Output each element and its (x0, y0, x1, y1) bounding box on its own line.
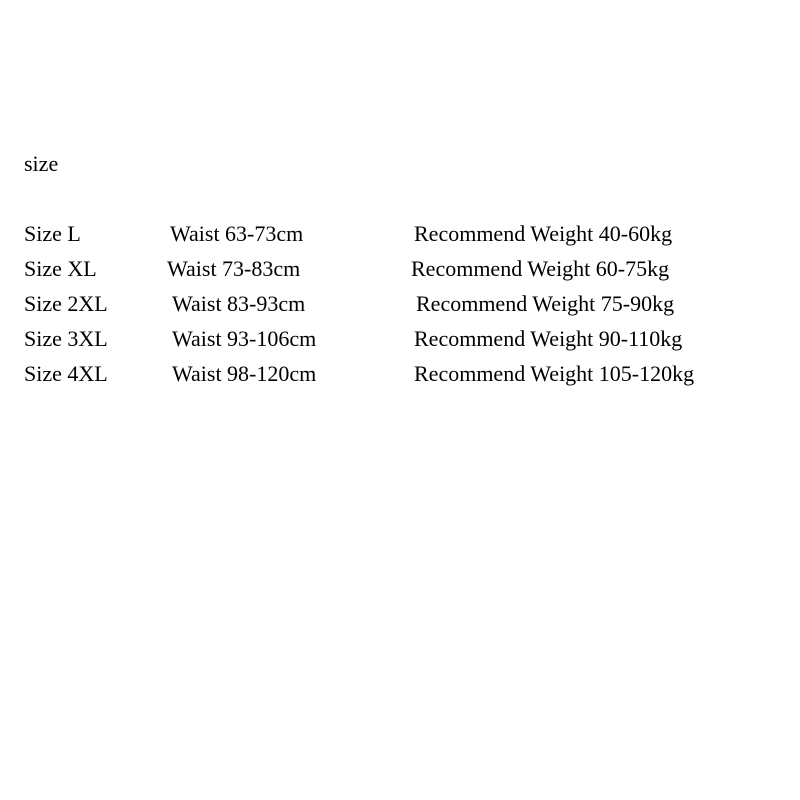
size-row-l (0, 220, 800, 255)
size-label: Size L (24, 221, 81, 246)
size-label: Size 2XL (24, 291, 108, 316)
size-chart-table (0, 220, 800, 395)
recommended-weight: Recommend Weight 90-110kg (414, 326, 683, 351)
recommended-weight: Recommend Weight 105-120kg (414, 361, 695, 386)
recommended-weight: Recommend Weight 60-75kg (411, 256, 670, 281)
size-chart-heading: size (24, 151, 59, 176)
recommended-weight: Recommend Weight 40-60kg (414, 221, 673, 246)
waist-range: Waist 73-83cm (167, 256, 301, 281)
waist-range: Waist 93-106cm (172, 326, 317, 351)
size-label: Size 4XL (24, 361, 108, 386)
size-label: Size XL (24, 256, 97, 281)
waist-range: Waist 63-73cm (170, 221, 304, 246)
size-row-4xl (0, 360, 800, 395)
waist-range: Waist 83-93cm (172, 291, 306, 316)
size-label: Size 3XL (24, 326, 108, 351)
waist-range: Waist 98-120cm (172, 361, 317, 386)
size-row-xl (0, 255, 800, 290)
recommended-weight: Recommend Weight 75-90kg (416, 291, 675, 316)
size-row-2xl (0, 290, 800, 325)
size-row-3xl (0, 325, 800, 360)
